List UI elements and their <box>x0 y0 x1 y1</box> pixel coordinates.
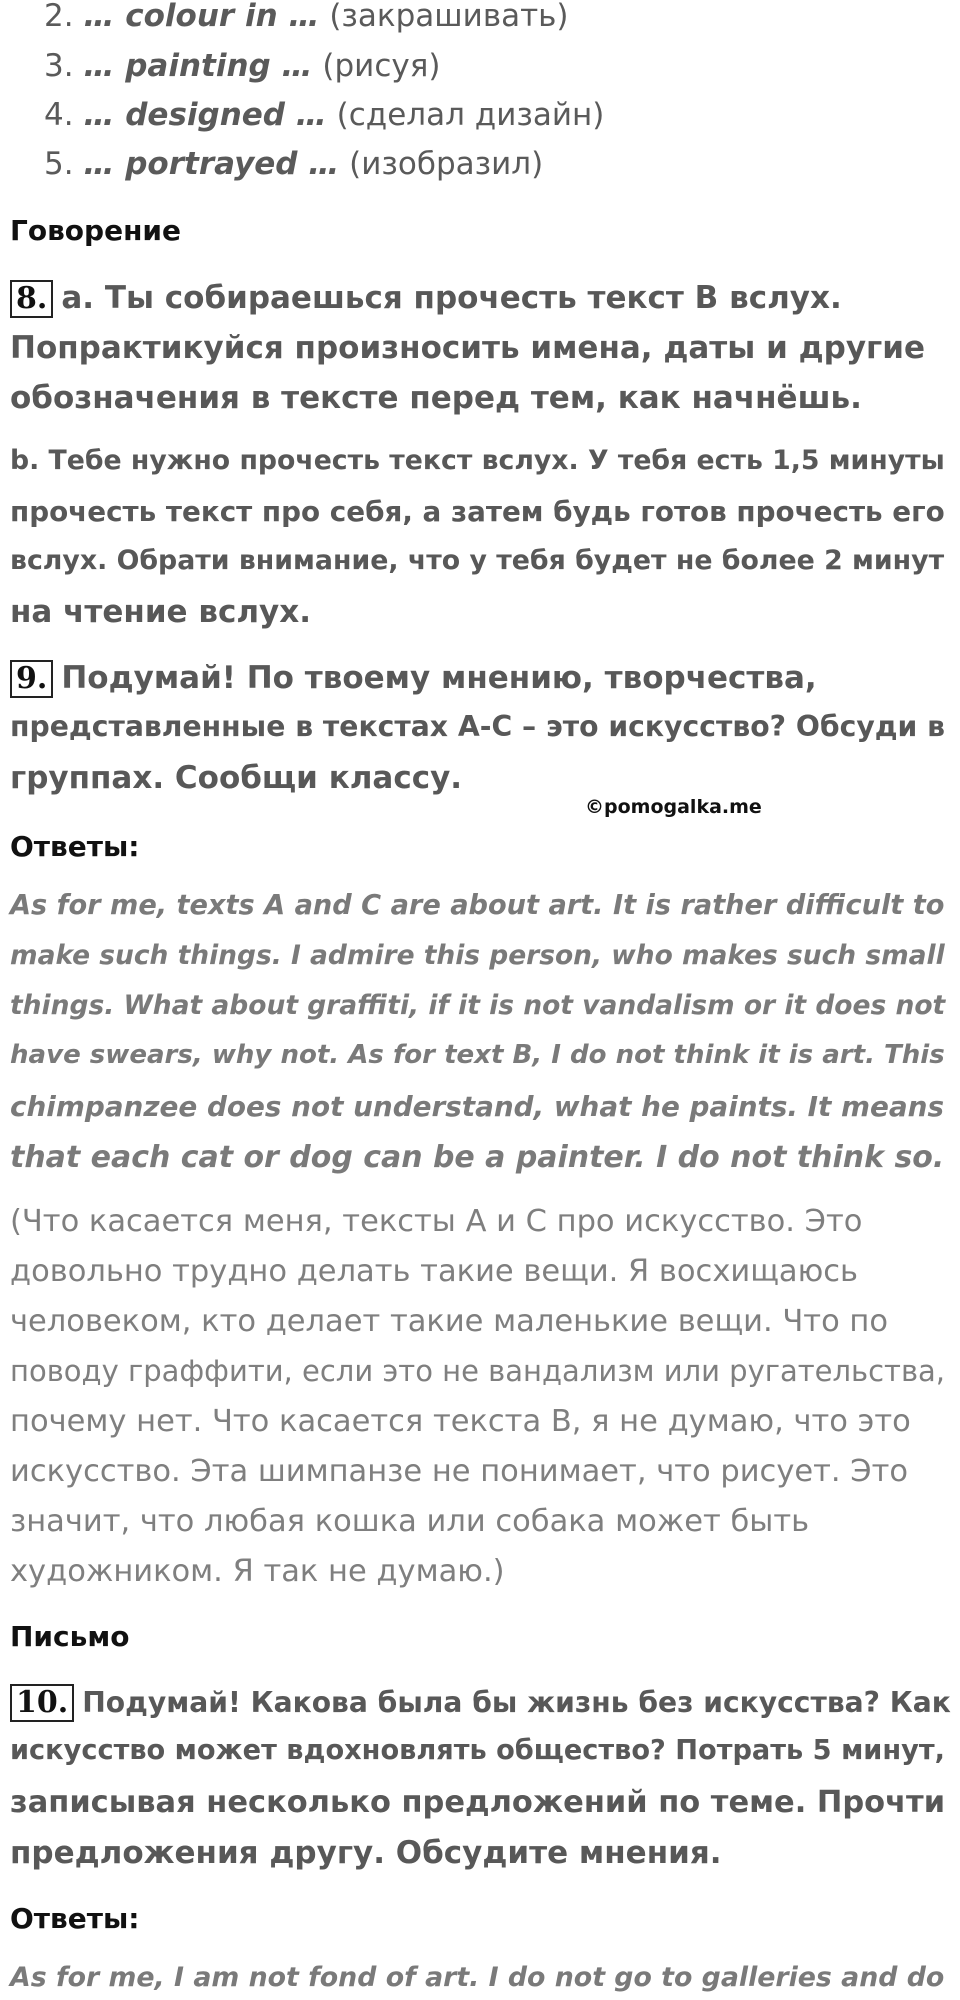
list-number: 4. <box>44 97 74 133</box>
task10-line: записывая несколько предложений по теме. Прочти <box>10 1785 946 1820</box>
task8-a-text: а. Ты собираешься прочесть текст B вслух. <box>61 280 842 316</box>
list-item <box>44 0 569 34</box>
answer-en-line: chimpanzee does not understand, what he paints. It means <box>10 1090 945 1123</box>
list-translation: (изобразил) <box>349 146 544 182</box>
section-heading-speaking: Говорение <box>10 214 182 247</box>
list-item <box>44 48 440 84</box>
watermark: ©pomogalka.me <box>585 796 762 818</box>
task8-line <box>10 280 842 318</box>
task10-text: Подумай! Какова была бы жизнь без искусства? Как <box>82 1686 951 1719</box>
list-number: 5. <box>44 146 74 182</box>
answer-en-line: things. What about graffiti, if it is not vandalism or it does not <box>10 990 946 1021</box>
answer-ru-line: значит, что любая кошка или собака может быть <box>10 1504 810 1539</box>
list-translation: (закрашивать) <box>329 0 569 34</box>
task8-b-line: b. Тебе нужно прочесть текст вслух. У тебя есть 1,5 минуты <box>10 445 945 476</box>
answer-ru-line: довольно трудно делать такие вещи. Я восхищаюсь <box>10 1254 859 1289</box>
section-heading-writing: Письмо <box>10 1620 130 1653</box>
answers-heading: Ответы: <box>10 830 140 863</box>
task9-line: группах. Сообщи классу. <box>10 760 463 796</box>
list-number: 3. <box>44 48 74 84</box>
task9-line: представленные в текстах A-C – это искусство? Обсуди в <box>10 710 946 743</box>
answers-heading: Ответы: <box>10 1902 140 1935</box>
answer-ru-line: поводу граффити, если это не вандализм или ругательства, <box>10 1354 946 1388</box>
task10-line: предложения другу. Обсудите мнения. <box>10 1835 722 1871</box>
task-number-9: 9. <box>10 660 53 698</box>
task9-text: Подумай! По твоему мнению, творчества, <box>61 660 817 696</box>
task8-line: Попрактикуйся произносить имена, даты и другие <box>10 330 925 366</box>
list-translation: (рисуя) <box>322 48 441 84</box>
answer-ru-line: почему нет. Что касается текста B, я не думаю, что это <box>10 1404 911 1439</box>
list-number: 2. <box>44 0 74 34</box>
answer-ru-line: человеком, кто делает такие маленькие вещи. Что по <box>10 1304 889 1339</box>
list-phrase: … colour in … <box>83 0 320 34</box>
task8-b-line: прочесть текст про себя, а затем будь готов прочесть его <box>10 495 945 528</box>
task-number-8: 8. <box>10 280 53 318</box>
answer-ru-line: художником. Я так не думаю.) <box>10 1554 505 1589</box>
task8-b-line: на чтение вслух. <box>10 594 312 630</box>
task10-line <box>10 1684 951 1722</box>
list-phrase: … portrayed … <box>83 146 340 182</box>
list-item <box>44 146 543 182</box>
task-number-10: 10. <box>10 1684 74 1722</box>
task9-line <box>10 660 817 698</box>
task8-b-line: вслух. Обрати внимание, что у тебя будет не более 2 минут <box>10 545 945 576</box>
list-phrase: … designed … <box>83 97 327 133</box>
answer-en-line: that each cat or dog can be a painter. I do not think so. <box>10 1140 945 1175</box>
answer-en-line: have swears, why not. As for text B, I do not think it is art. This <box>10 1040 945 1070</box>
task10-line: искусство может вдохновлять общество? Потрать 5 минут, <box>10 1735 945 1766</box>
answer-en-line: make such things. I admire this person, who makes such small <box>10 940 945 971</box>
answer-ru-line: (Что касается меня, тексты A и C про искусство. Это <box>10 1204 863 1239</box>
answer-en-line: As for me, texts A and C are about art. It is rather difficult to <box>10 890 945 921</box>
list-phrase: … painting … <box>83 48 313 84</box>
answer2-en-line: As for me, I am not fond of art. I do not go to galleries and do <box>10 1962 945 1993</box>
list-item <box>44 97 604 133</box>
list-translation: (сделал дизайн) <box>336 97 605 133</box>
answer-ru-line: искусство. Эта шимпанзе не понимает, что рисует. Это <box>10 1454 909 1489</box>
task8-line: обозначения в тексте перед тем, как начнёшь. <box>10 380 862 416</box>
